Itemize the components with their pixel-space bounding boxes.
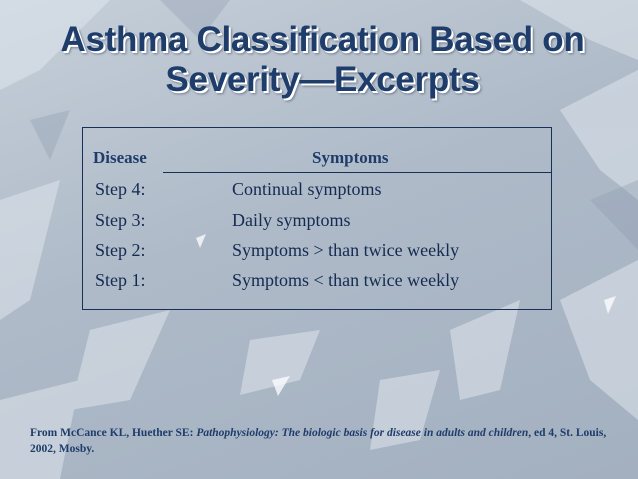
table-row: [83, 175, 551, 203]
slide-title: [30, 20, 615, 100]
row-symptom: Daily symptoms: [232, 210, 351, 230]
source-citation: [30, 425, 630, 457]
title-line-2: Severity—Excerpts: [165, 60, 480, 99]
table-row: [83, 236, 551, 264]
header-disease: Disease: [93, 148, 147, 167]
table-row: [83, 266, 551, 294]
table-header: [93, 148, 541, 170]
header-symptoms: Symptoms: [312, 148, 389, 167]
citation-prefix: From McCance KL, Huether SE:: [30, 427, 197, 439]
header-divider: [163, 172, 551, 173]
row-step: Step 4:: [95, 179, 146, 199]
row-step: Step 2:: [95, 240, 146, 260]
citation-book-title: Pathophysiology: The biologic basis for disease in adults and children: [196, 427, 529, 439]
row-symptom: Symptoms < than twice weekly: [232, 270, 460, 290]
citation-suffix: , ed 4, St. Louis, 2002, Mosby.: [30, 427, 607, 455]
row-symptom: Symptoms > than twice weekly: [232, 240, 460, 260]
table-row: [83, 206, 551, 234]
classification-table: [82, 127, 552, 310]
row-step: Step 1:: [95, 270, 146, 290]
title-line-1: Asthma Classification Based on: [60, 20, 585, 59]
row-step: Step 3:: [95, 210, 146, 230]
row-symptom: Continual symptoms: [232, 179, 382, 199]
